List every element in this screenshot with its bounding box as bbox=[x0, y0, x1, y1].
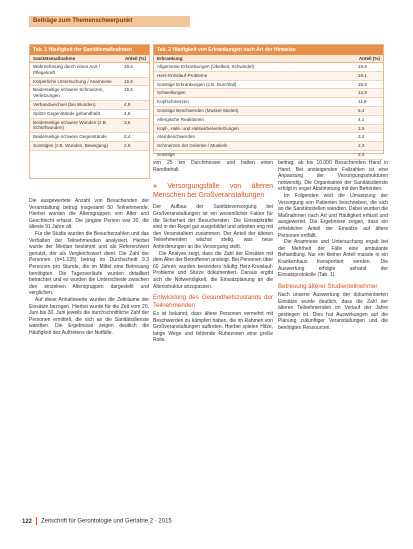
table-cell-label: Beiderseitige schwere Wunden (z.B. Schürfwunden) bbox=[33, 119, 107, 131]
table-row bbox=[154, 81, 383, 90]
table-1-body bbox=[30, 63, 149, 151]
table-cell-value: 19,1 bbox=[358, 72, 367, 78]
table-row bbox=[154, 63, 383, 72]
table-row bbox=[154, 133, 383, 142]
table-cell-label: Kopfschmerzen bbox=[157, 99, 189, 105]
table-row bbox=[30, 78, 149, 87]
paragraph: Die Analyse zeigt, dass die Zahl der Einsätze mit dem Alter der Betroffenen ansteigt. Bei Personen über 60 Jahren wurden besonders häufig Herz-Kreislauf-Probleme und Stürze dokumentiert. Daraus ergibt sich die Notwendigkeit, die Einsatzplanung an die Altersstruktur anzupassen. bbox=[153, 250, 273, 290]
table-cell-value: 12,8 bbox=[358, 90, 367, 96]
paragraph: Im Folgenden wird die Umsetzung der Versorgung von Patienten beschrieben, die sich an die Sanitätsstellen wandten. Dabei wurden die Maßnahmen nach Art und Häufigkeit erfasst und ausgewertet. Die Ergebnisse zeigen, dass ein erheblicher Anteil der Einsätze auf ältere Personen entfällt. bbox=[278, 192, 388, 239]
table-row bbox=[154, 89, 383, 98]
pull-quote bbox=[153, 183, 273, 200]
table-1-col-value: Anteil (%) bbox=[124, 56, 146, 61]
section-title-bar: Beiträge zum Themenschwerpunkt bbox=[29, 16, 190, 27]
table-1-col-label: Sanitätsmaßnahme bbox=[33, 56, 76, 61]
footer-divider bbox=[36, 517, 37, 525]
table-cell-label: Herz-Kreislauf-Probleme bbox=[157, 72, 208, 78]
paragraph: beitrag, ab bis 10.000 Besuchenden Hand in Hand. Bei ansteigenden Fallzahlen ist eine Anpassung der Versorgungsstrukturen notwendig. Die Organisation der Sanitätsdienste erfolgt in enger Abstimmung mit den Behörden. bbox=[278, 160, 388, 193]
table-1-title: Tab. 1 Häufigkeit der Sanitätsmaßnahmen bbox=[30, 45, 149, 55]
paragraph: Für die Studie wurden die Besucherzahlen und das Verhalten der Teilnehmenden analysiert. Hierbei wurde der Median bestimmt und als Referenzwert genutzt, der als Vergleichswert dient. Die Zahl der Personen (n=1.135) betrug im Durchschnitt 9,3 Personen pro Stunde, die im Mittel eine Betreuung benötigten. Die Tagesverläufe wurden detailliert betrachtet und es wurden die Unterschiede zwischen den einzelnen Altersgruppen dargestellt und verglichen. bbox=[29, 230, 149, 297]
double-chevron-icon: » bbox=[153, 183, 157, 191]
table-cell-label: Beiderseitige schwere Schmerzen, Verletzungen bbox=[33, 87, 104, 99]
table-2-col-label: Erkrankung bbox=[157, 56, 183, 61]
table-cell-value: 2,4 bbox=[124, 134, 131, 140]
table-cell-value: 3,9 bbox=[358, 125, 365, 131]
journal-citation: Zeitschrift für Gerontologie und Geriatrie 2 · 2015 bbox=[41, 518, 172, 525]
table-row bbox=[30, 119, 149, 134]
paragraph: Nach unserer Auswertung der dokumentierten Einsätze wurde deutlich, dass die Zahl der älteren Teilnehmenden im Verlauf der Jahre gestiegen ist. Dies hat Auswirkungen auf die Planung zukünftiger Veranstaltungen und die benötigten Ressourcen. bbox=[278, 292, 388, 332]
table-cell-value: 3,5 bbox=[124, 119, 131, 125]
table-cell-value: 3,2 bbox=[358, 134, 365, 140]
table-row bbox=[154, 72, 383, 81]
table-cell-label: Sonstige Erkrankungen (z.B. Durchfall) bbox=[157, 81, 237, 87]
table-cell-label: Verbandwechsel (bei Wunden) bbox=[33, 101, 96, 107]
table-cell-value: 15,5 bbox=[124, 78, 133, 84]
text-column-3 bbox=[278, 160, 388, 332]
table-cell-label: Allgemeine Erkrankungen (Übelkeit, Schwindel) bbox=[157, 64, 255, 69]
table-cell-value: 4,9 bbox=[124, 101, 131, 107]
table-cell-label: Spitze Gegenstände gehandhabt bbox=[33, 110, 101, 116]
table-row bbox=[30, 133, 149, 142]
table-row bbox=[30, 110, 149, 119]
table-cell-label: Atembeschwerden bbox=[157, 134, 196, 140]
table-cell-value: 15,5 bbox=[124, 87, 133, 93]
table-cell-label: Sonstiges (z.B. Wunden, Bewegung) bbox=[33, 142, 108, 148]
table-cell-value: 4,1 bbox=[358, 116, 365, 122]
page-footer bbox=[22, 517, 172, 525]
paragraph: Es ist bekannt, dass ältere Personen vermehrt mit Beschwerden zu kämpfen haben, die im Rahmen von Großveranstaltungen auftreten. Hierbei spielen Hitze, lange Wege und fehlende Ruhezonen eine große Rolle. bbox=[153, 310, 273, 344]
table-2 bbox=[153, 44, 384, 157]
paragraph: Die Anamnese und Untersuchung ergab bei der Mehrheit der Fälle eine ambulante Behandlung. Nur ein kleiner Anteil musste in ein Krankenhaus transportiert werden. Die Auswertung erfolgte anhand der Einsatzprotokolle (Tab. 1). bbox=[278, 239, 388, 279]
table-2-header-row bbox=[154, 55, 383, 63]
table-row bbox=[30, 63, 149, 78]
table-cell-value: 11,9 bbox=[358, 99, 367, 105]
paragraph: Die ausgewertete Anzahl von Besuchenden der Veranstaltung betrug insgesamt 50 Teilnehmende. Hierbei wurden die Altersgruppen von Alter und Geschlecht erfasst. Die jüngste Person war 20, die älteste 91 Jahre alt. bbox=[29, 198, 149, 231]
table-cell-label: Beiderseitige schwere Gegenstände bbox=[33, 134, 107, 140]
table-cell-value: 15,6 bbox=[358, 81, 367, 87]
table-2-title: Tab. 2 Häufigkeit von Erkrankungen nach Art der Hinweise bbox=[154, 45, 383, 55]
paragraph: Auf diese Anhaltswerte wurden die Zeiträume der Einsätze bezogen. Hierbei wurde für die Zeit vom 20. Juni bis 30. Juni jeweils die durchschnittliche Zahl der Personen ermittelt, die sich an die Sanitätsdienste wandten. Die Ergebnisse zeigen deutlich die Häufigkeit des Auftretens der Notfälle. bbox=[29, 296, 149, 336]
table-row bbox=[154, 116, 383, 125]
table-cell-label: Wahrnehmung durch einen Arzt / Pflegekraft bbox=[33, 64, 100, 75]
table-row bbox=[30, 101, 149, 110]
table-cell-value: 5,4 bbox=[358, 107, 365, 113]
table-row bbox=[154, 142, 383, 151]
table-1-header-row bbox=[30, 55, 149, 63]
table-row bbox=[154, 98, 383, 107]
table-2-col-value: Anteil (%) bbox=[358, 56, 380, 61]
table-cell-value: 2,3 bbox=[358, 143, 365, 149]
table-cell-label: Allergische Reaktionen bbox=[157, 116, 204, 122]
table-cell-value: 4,8 bbox=[124, 110, 131, 116]
table-cell-label: Kopf-, Hals- und Halswirbelverletzungen bbox=[157, 125, 239, 131]
text-column-2 bbox=[153, 160, 273, 344]
table-cell-label: Sonstige bbox=[157, 151, 175, 157]
paragraph: Der Aufbau der Sanitätsversorgung bei Großveranstaltungen ist ein wesentlicher Faktor für die Sicherheit der Besuchenden. Die Einsatzkräfte sind in der Regel gut ausgebildet und arbeiten eng mit den Veranstaltern zusammen. Der Anteil der älteren Teilnehmenden wächst stetig, was neue Anforderungen an die Versorgung stellt. bbox=[153, 204, 273, 250]
page-number: 122 bbox=[22, 518, 33, 525]
table-cell-value: 2,4 bbox=[358, 151, 365, 157]
table-row bbox=[30, 86, 149, 101]
table-row bbox=[154, 125, 383, 134]
paragraph: von 25 km Durchmesser und hatten einen Randbehalt. bbox=[153, 160, 273, 173]
subheading: Betreuung älterer Studienteilnehmer bbox=[278, 282, 378, 290]
table-cell-value: 2,6 bbox=[124, 142, 131, 148]
table-row bbox=[154, 107, 383, 116]
table-cell-value: 19,6 bbox=[358, 64, 367, 69]
table-1 bbox=[29, 44, 150, 179]
table-2-body bbox=[154, 63, 383, 160]
subheading: Entwicklung des Gesundheitszustands der Teilnehmenden bbox=[153, 294, 273, 309]
table-cell-label: Schmerzen der Gelenke / Muskeln bbox=[157, 143, 228, 149]
table-cell-label: Sonstige Beschwerden (Muskel-Skelett) bbox=[157, 107, 239, 113]
text-column-1 bbox=[29, 198, 149, 336]
table-cell-label: Schwellungen bbox=[157, 90, 186, 96]
table-cell-label: Körperliche Untersuchung / Anamnese bbox=[33, 78, 112, 84]
table-cell-value: 18,6 bbox=[124, 64, 133, 69]
table-row bbox=[154, 151, 383, 160]
pull-quote-text: Versorgungsfälle von älteren Menschen bei Großveranstaltungen bbox=[153, 183, 273, 199]
table-row bbox=[30, 142, 149, 151]
